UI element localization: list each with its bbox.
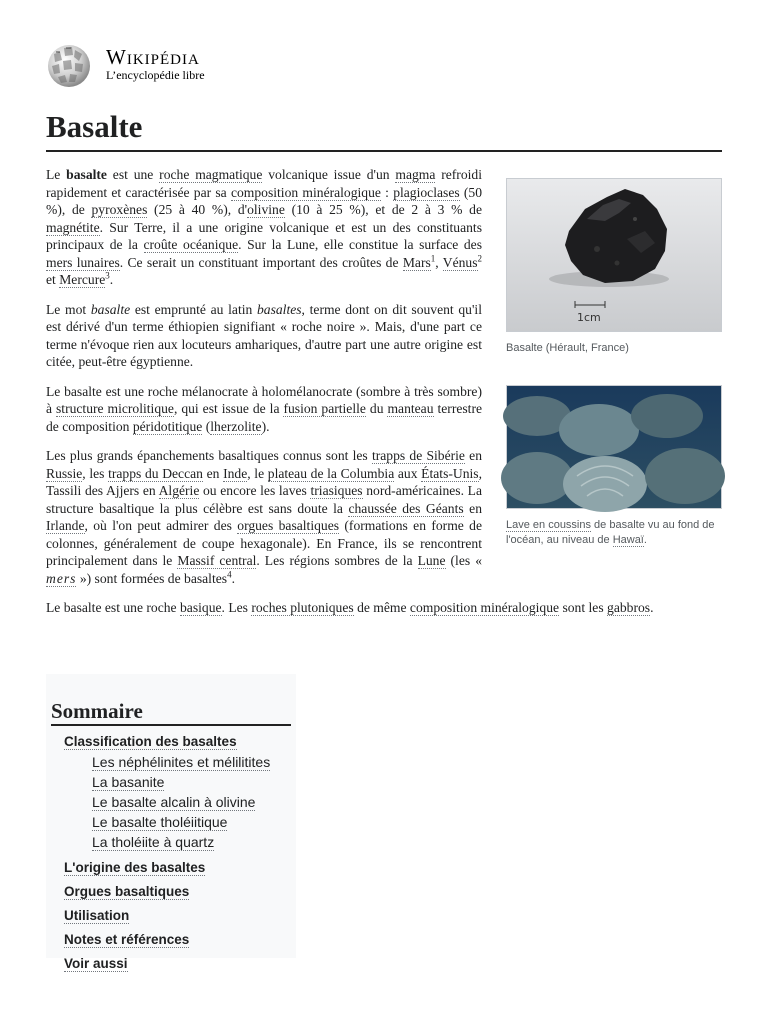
- italic-term: basalte: [90, 301, 131, 317]
- link-plagioclases[interactable]: plagioclases: [393, 184, 460, 200]
- paragraph-basique: Le basalte est une roche basique. Les roches plutoniques de même composition minéralogique sont les gabbros.: [46, 600, 654, 615]
- article-body: [46, 166, 722, 629]
- wikipedia-globe-icon: [44, 42, 94, 88]
- figure-caption: Basalte (Hérault, France): [506, 342, 629, 354]
- link-olivine[interactable]: olivine: [247, 202, 285, 217]
- link-lherzolite[interactable]: lherzolite: [210, 418, 262, 434]
- paragraph-structure: Le basalte est une roche mélanocrate à holomélanocrate (sombre à très sombre) à structure microlitique, qui est issue de la fusion partielle du manteau terrestre de composition péridotitique (lherzolite).: [46, 383, 483, 434]
- ref-4[interactable]: 4: [227, 568, 232, 579]
- link-hawai[interactable]: Hawaï: [612, 533, 644, 546]
- link-trapps-de-siberie[interactable]: trapps de Sibérie: [371, 448, 465, 463]
- toc-item[interactable]: Notes et références: [64, 932, 190, 947]
- ref-3[interactable]: 3: [105, 270, 110, 281]
- link-venus[interactable]: Vénus: [442, 254, 478, 270]
- toc-subitem[interactable]: Les néphélinites et mélilitites: [92, 754, 271, 770]
- link-manteau[interactable]: manteau: [387, 401, 434, 416]
- bold-term: basalte: [66, 167, 107, 182]
- toc-title: Sommaire: [51, 698, 291, 726]
- link-croute-oceanique[interactable]: croûte océanique: [143, 237, 239, 252]
- link-mers-lunaires[interactable]: mers lunaires: [46, 254, 120, 270]
- toc-subitem[interactable]: La tholéiite à quartz: [92, 834, 215, 850]
- toc-item[interactable]: Orgues basaltiques: [64, 884, 190, 899]
- link-irlande[interactable]: Irlande: [46, 518, 85, 533]
- page-title: Basalte: [46, 108, 722, 152]
- link-chaussee-des-geants[interactable]: chaussée des Géants: [348, 500, 464, 516]
- link-mars[interactable]: Mars: [402, 254, 431, 270]
- pillow-lava-image[interactable]: [506, 385, 722, 509]
- ref-1[interactable]: 1: [430, 252, 436, 263]
- link-lave-en-coussins[interactable]: Lave en coussins: [506, 518, 591, 531]
- figure-caption: Lave en coussins de basalte vu au fond de l'océan, au niveau de Hawaï.: [506, 518, 715, 546]
- ref-2[interactable]: 2: [477, 252, 482, 263]
- link-magma[interactable]: magma: [395, 167, 436, 182]
- figure-pillow-lava: [506, 385, 722, 548]
- toc-subitem[interactable]: Le basalte alcalin à olivine: [92, 794, 256, 810]
- link-plateau-columbia[interactable]: plateau de la Columbia: [267, 465, 395, 481]
- link-fusion-partielle[interactable]: fusion partielle: [283, 401, 366, 416]
- link-composition-mineralogique[interactable]: composition minéralogique: [230, 184, 381, 200]
- basalt-rock-image[interactable]: [506, 178, 722, 332]
- link-orgues-basaltiques[interactable]: orgues basaltiques: [237, 518, 340, 533]
- link-trapps-du-deccan[interactable]: trapps du Deccan: [108, 465, 203, 481]
- link-roche-magmatique[interactable]: roche magmatique: [159, 167, 263, 182]
- paragraph-etymology: Le mot basalte est emprunté au latin basaltes, terme dont on dit souvent qu'il est dérivé d'un terme éthiopien signifiant « roche noire ». Mais, d'une part ce terme n'évoque rien aux locuteurs amhariques, d'autre part une autre origine est citée, peut-être égyptienne.: [46, 301, 482, 369]
- link-triasiques[interactable]: triasiques: [310, 483, 363, 498]
- link-peridotitique[interactable]: péridotitique: [132, 418, 203, 434]
- toc-item[interactable]: Voir aussi: [64, 956, 128, 971]
- link-russie[interactable]: Russie: [46, 465, 83, 481]
- link-magnetite[interactable]: magnétite: [46, 219, 100, 235]
- link-etats-unis[interactable]: États-Unis: [421, 465, 479, 481]
- link-structure-microlitique[interactable]: structure microlitique: [56, 401, 174, 416]
- wikipedia-wordmark: Wikipédia: [106, 45, 200, 69]
- link-composition-mineralogique-2[interactable]: composition minéralogique: [409, 600, 560, 615]
- table-of-contents: [46, 674, 296, 971]
- wikipedia-tagline: L’encyclopédie libre: [106, 68, 205, 82]
- italic-term: basaltes: [256, 301, 302, 317]
- link-inde[interactable]: Inde: [223, 465, 248, 481]
- paragraph-epanchements: Les plus grands épanchements basaltiques connus sont les trapps de Sibérie en Russie, les trapps du Deccan en Inde, le plateau de la Columbia aux États-Unis, Tassili des Ajjers en Algérie ou encore les laves triasiques nord-américaines. La structure basaltique la plus célèbre est sans doute la chaussée des Géants en Irlande, où l'on peut admirer des orgues basaltiques (formations en forme de colonnes, généralement de coupe hexagonale). En France, ils se rencontrent principalement dans le Massif central. Les régions sombres de la Lune (les « mers ») sont formées de basaltes$^4$.: [46, 448, 483, 586]
- scale-label: 1cm: [577, 311, 601, 324]
- toc-item[interactable]: Utilisation: [64, 908, 130, 923]
- paragraph-intro: Le basalte est une roche magmatique volcanique issue d'un magma refroidi rapidement et caractérisée par sa composition minéralogique : plagioclases (50 %), de pyroxènes (25 à 40 %), d'olivine (10 à 25 %), et de 2 à 3 % de magnétite. Sur Terre, il a une origine volcanique et est un des constituants principaux de la croûte océanique. Sur la Lune, elle constitue la surface des mers lunaires. Ce serait un constituant important des croûtes de Mars$^1$, Vénus$^2$ et Mercure$^3$.: [46, 167, 483, 287]
- toc-item[interactable]: Classification des basaltes: [64, 734, 237, 749]
- wikipedia-logo[interactable]: [44, 42, 244, 90]
- link-massif-central[interactable]: Massif central: [177, 553, 257, 568]
- link-algerie[interactable]: Algérie: [158, 483, 200, 498]
- link-roches-plutoniques[interactable]: roches plutoniques: [251, 600, 354, 615]
- link-basique[interactable]: basique: [180, 600, 222, 615]
- link-mercure[interactable]: Mercure: [59, 272, 106, 287]
- link-gabbros[interactable]: gabbros: [607, 600, 651, 615]
- toc-subitem[interactable]: Le basalte tholéiitique: [92, 814, 228, 830]
- link-mers[interactable]: mers: [46, 570, 77, 586]
- toc-subitem[interactable]: La basanite: [92, 774, 165, 790]
- toc-item[interactable]: L'origine des basaltes: [64, 860, 206, 875]
- link-pyroxenes[interactable]: pyroxènes: [91, 202, 148, 217]
- link-lune[interactable]: Lune: [417, 553, 446, 568]
- figure-basalt-rock: [506, 178, 722, 356]
